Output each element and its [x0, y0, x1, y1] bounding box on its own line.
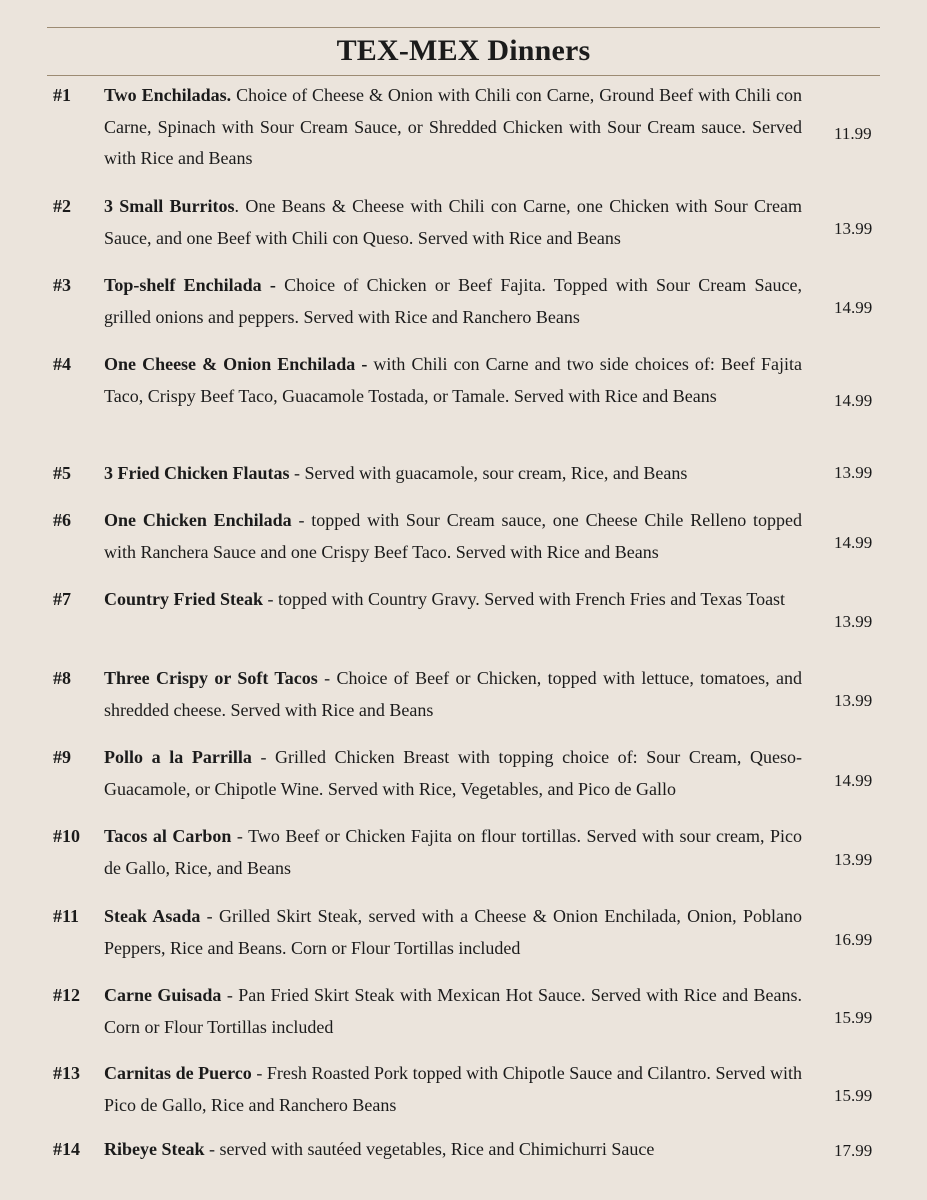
item-description: - Fresh Roasted Pork topped with Chipotle Sauce and Cilantro. Served with Pico de Gallo, Rice and Ranchero Beans — [104, 1063, 802, 1115]
item-description: - Grilled Chicken Breast with topping choice of: Sour Cream, Queso-Guacamole, or Chipotle Wine. Served with Rice, Vegetables, and Pico de Gallo — [104, 747, 802, 799]
item-number: #1 — [53, 85, 71, 105]
title-divider — [47, 75, 880, 76]
item-description: . One Beans & Cheese with Chili con Carne, one Chicken with Sour Cream Sauce, and one Beef with Chili con Queso. Served with Rice and Beans — [104, 196, 802, 248]
item-name: Ribeye Steak — [104, 1139, 205, 1159]
item-text — [104, 1134, 802, 1166]
item-price: 14.99 — [834, 533, 873, 552]
item-description: with Chili con Carne and two side choices of: Beef Fajita Taco, Crispy Beef Taco, Guacamole Tostada, or Tamale. Served with Rice and Beans — [104, 354, 802, 406]
item-number: #9 — [53, 747, 71, 767]
item-number: #5 — [53, 463, 71, 483]
item-name: Two Enchiladas. — [104, 85, 232, 105]
item-price: 13.99 — [834, 463, 873, 482]
item-description: - Served with guacamole, sour cream, Rice, and Beans — [289, 463, 688, 483]
item-number: #12 — [53, 985, 80, 1005]
item-name: 3 Small Burritos — [104, 196, 235, 216]
item-number: #13 — [53, 1063, 80, 1083]
item-number: #10 — [53, 826, 80, 846]
item-price: 11.99 — [834, 124, 872, 143]
item-number: #4 — [53, 354, 71, 374]
item-name: One Cheese & Onion Enchilada - — [104, 354, 368, 374]
item-description: Choice of Cheese & Onion with Chili con Carne, Ground Beef with Chili con Carne, Spinach with Sour Cream Sauce, or Shredded Chicken with Sour Cream sauce. Served with Rice and Beans — [104, 85, 802, 168]
item-text — [104, 191, 802, 254]
menu-title: TEX-MEX Dinners — [336, 34, 591, 67]
item-name: Country Fried Steak — [104, 589, 263, 609]
item-number: #8 — [53, 668, 71, 688]
item-description: - topped with Country Gravy. Served with French Fries and Texas Toast — [263, 589, 786, 609]
item-description: - Choice of Beef or Chicken, topped with lettuce, tomatoes, and shredded cheese. Served with Rice and Beans — [104, 668, 802, 720]
item-price: 14.99 — [834, 391, 873, 410]
item-number: #6 — [53, 510, 71, 530]
item-price: 16.99 — [834, 930, 873, 949]
item-price: 14.99 — [834, 298, 873, 317]
item-price: 15.99 — [834, 1008, 873, 1027]
item-name: Carnitas de Puerco — [104, 1063, 252, 1083]
item-name: Tacos al Carbon — [104, 826, 232, 846]
item-number: #7 — [53, 589, 71, 609]
item-price: 13.99 — [834, 691, 873, 710]
item-text — [104, 349, 802, 412]
item-text — [104, 584, 802, 616]
item-price: 13.99 — [834, 219, 873, 238]
item-description: - topped with Sour Cream sauce, one Cheese Chile Relleno topped with Ranchera Sauce and one Crispy Beef Taco. Served with Rice and Beans — [104, 510, 802, 562]
item-name: Top-shelf Enchilada - — [104, 275, 276, 295]
top-divider — [47, 27, 880, 28]
item-name: One Chicken Enchilada — [104, 510, 292, 530]
item-description: - Pan Fried Skirt Steak with Mexican Hot Sauce. Served with Rice and Beans. Corn or Flour Tortillas included — [104, 985, 802, 1037]
item-price: 17.99 — [834, 1141, 873, 1160]
item-text — [104, 663, 802, 726]
item-name: Three Crispy or Soft Tacos — [104, 668, 318, 688]
item-text — [104, 505, 802, 568]
item-description: - Two Beef or Chicken Fajita on flour tortillas. Served with sour cream, Pico de Gallo, Rice, and Beans — [104, 826, 802, 878]
item-price: 14.99 — [834, 771, 873, 790]
item-text — [104, 458, 802, 490]
item-price: 13.99 — [834, 612, 873, 631]
item-text — [104, 821, 802, 884]
item-text — [104, 980, 802, 1043]
item-number: #14 — [53, 1139, 80, 1159]
item-name: 3 Fried Chicken Flautas — [104, 463, 290, 483]
item-text — [104, 901, 802, 964]
item-price: 15.99 — [834, 1086, 873, 1105]
item-price: 13.99 — [834, 850, 873, 869]
item-description: Choice of Chicken or Beef Fajita. Topped with Sour Cream Sauce, grilled onions and peppers. Served with Rice and Ranchero Beans — [104, 275, 803, 327]
item-number: #3 — [53, 275, 71, 295]
item-number: #2 — [53, 196, 71, 216]
item-text — [104, 270, 802, 333]
item-name: Steak Asada — [104, 906, 201, 926]
item-number: #11 — [53, 906, 80, 926]
item-text — [104, 742, 802, 805]
item-name: Carne Guisada — [104, 985, 222, 1005]
item-text — [104, 1058, 802, 1121]
item-name: Pollo a la Parrilla — [104, 747, 252, 767]
item-text — [104, 80, 802, 175]
item-description: - served with sautéed vegetables, Rice and Chimichurri Sauce — [204, 1139, 655, 1159]
item-description: - Grilled Skirt Steak, served with a Cheese & Onion Enchilada, Onion, Poblano Peppers, Rice and Beans. Corn or Flour Tortillas included — [104, 906, 803, 958]
